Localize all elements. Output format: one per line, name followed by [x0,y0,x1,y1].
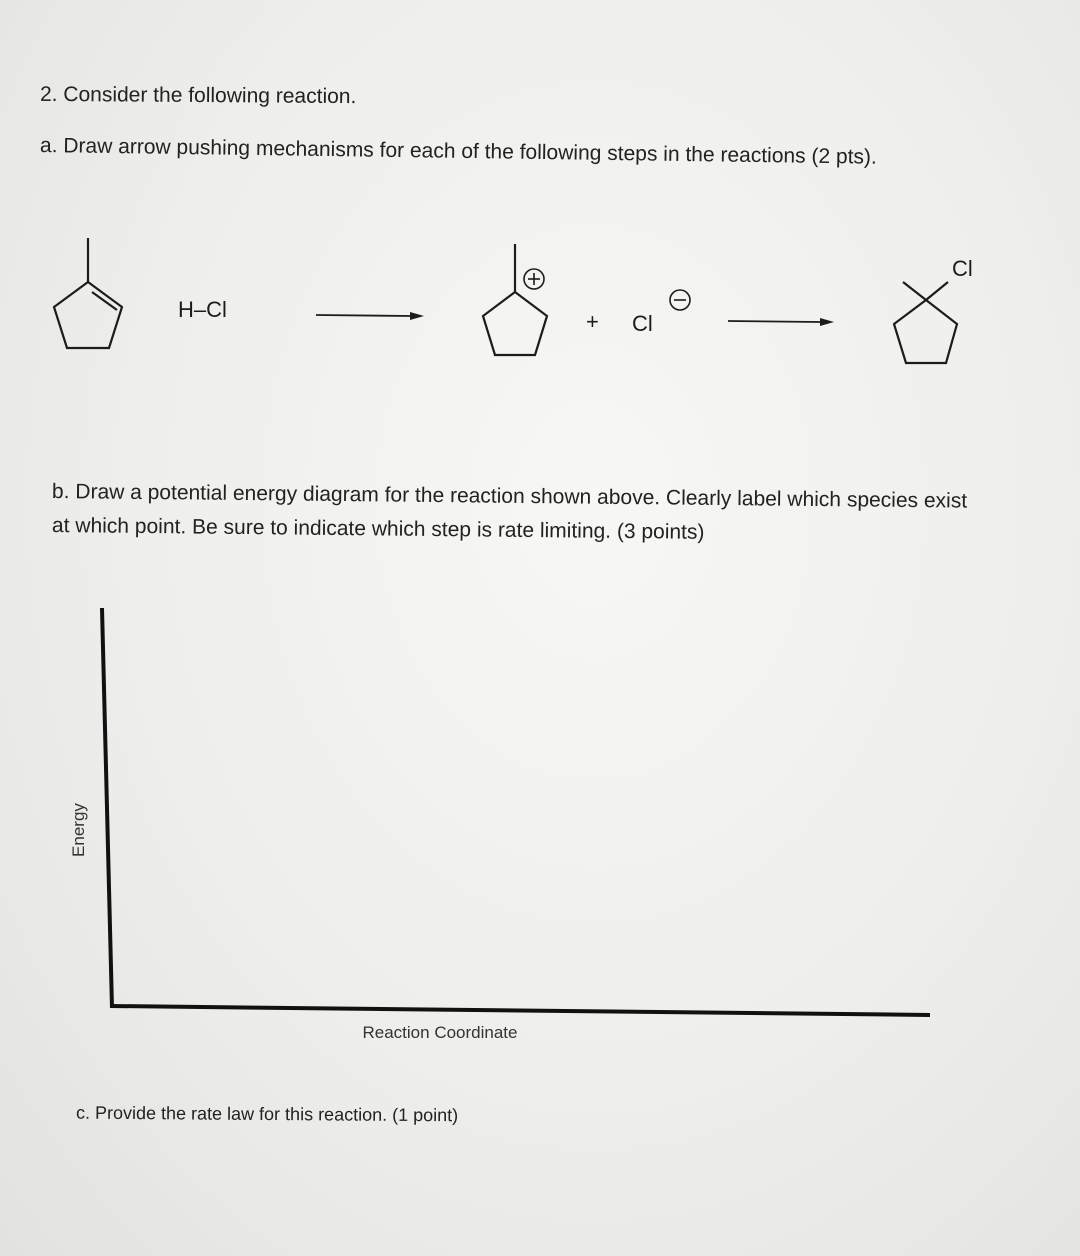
reaction-coordinate-axis-label: Reaction Coordinate [362,1023,518,1042]
product-chlorine: Cl [952,256,973,281]
reactant-methylcyclopentene [54,238,122,348]
reaction-arrow-2 [728,318,834,326]
energy-diagram-axes [0,590,1080,1070]
question-part-b-line2: at which point. Be sure to indicate which step is rate limiting. (3 points) [51,514,705,544]
product-chloromethylcyclopentane [894,282,957,363]
positive-charge-icon [524,269,544,289]
question-title: 2. Consider the following reaction. [39,82,357,109]
question-part-a: a. Draw arrow pushing mechanisms for each of the following steps in the reactions (2 pts). [39,134,877,169]
question-part-b-line1: b. Draw a potential energy diagram for the reaction shown above. Clearly label which species exist [51,480,968,513]
chloride-ion: Cl [632,311,653,336]
reagent-hcl: H–Cl [178,297,227,322]
reaction-arrow-1 [316,312,424,320]
plus-sign: + [586,309,599,334]
energy-y-axis [102,608,112,1008]
question-part-c: c. Provide the rate law for this reaction. (1 point) [75,1102,459,1126]
energy-axis-label: Energy [69,803,88,857]
negative-charge-icon [670,290,690,310]
carbocation-intermediate [483,244,547,355]
reaction-coordinate-x-axis [110,1006,930,1015]
reaction-scheme [0,220,1080,400]
